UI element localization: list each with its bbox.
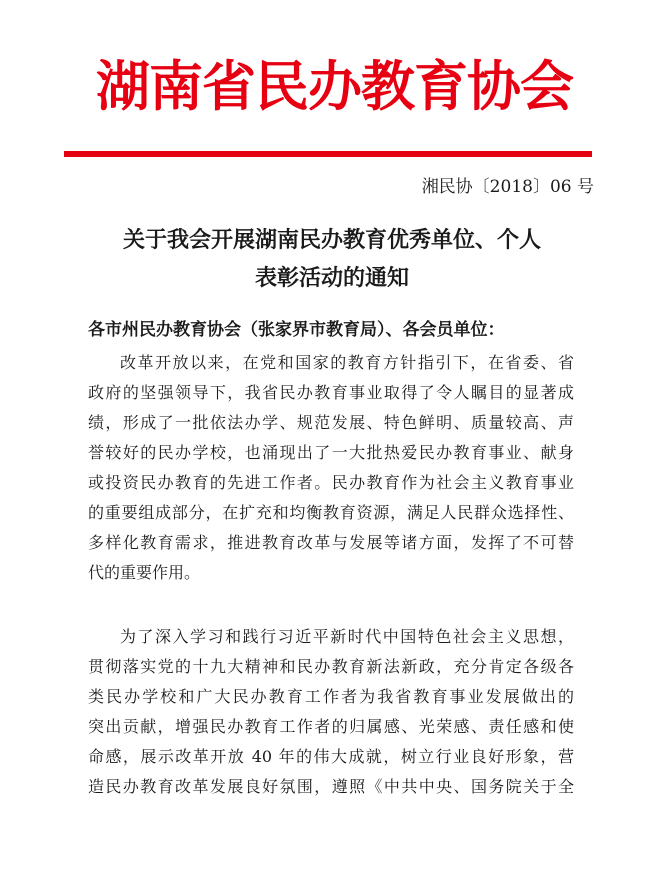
paragraph-line: 绩，形成了一批依法办学、规范发展、特色鲜明、质量较高、声 — [88, 413, 574, 432]
paragraph-line: 改革开放以来，在党和国家的教育方针指引下，在省委、省 — [120, 353, 574, 372]
paragraph-line: 贯彻落实党的十九大精神和民办教育新法新政，充分肯定各级各 — [88, 657, 574, 676]
paragraph-line: 为了深入学习和践行习近平新时代中国特色社会主义思想， — [120, 627, 574, 646]
paragraph-line: 命感，展示改革开放 40 年的伟大成就，树立行业良好形象，营 — [88, 747, 574, 766]
paragraph-line: 多样化教育需求，推进教育改革与发展等诸方面，发挥了不可替 — [88, 533, 574, 552]
document-title-line: 表彰活动的通知 — [254, 266, 409, 291]
document-title — [70, 222, 594, 298]
paragraph-line: 代的重要作用。 — [88, 563, 201, 582]
letterhead-title: 湖南省民办教育协会 — [96, 55, 573, 118]
paragraph-line: 突出贡献，增强民办教育工作者的归属感、光荣感、责任感和使 — [88, 717, 574, 736]
paragraph-line: 造民办教育改革发展良好氛围，遵照《中共中央、国务院关于全 — [88, 777, 574, 796]
salutation: 各市州民办教育协会（张家界市教育局）、各会员单位： — [88, 320, 505, 340]
paragraph-line: 誉较好的民办学校，也涌现出了一大批热爱民办教育事业、献身 — [88, 443, 574, 462]
body-paragraph — [88, 348, 574, 588]
paragraph-line: 政府的坚强领导下，我省民办教育事业取得了令人瞩目的显著成 — [88, 383, 574, 402]
document-number: 湘民协〔2018〕06 号 — [421, 177, 594, 197]
letterhead-red-rule — [64, 151, 592, 157]
paragraph-line: 的重要组成部分，在扩充和均衡教育资源，满足人民群众选择性、 — [88, 503, 574, 522]
paragraph-line: 或投资民办教育的先进工作者。民办教育作为社会主义教育事业 — [88, 473, 574, 492]
body-paragraph — [88, 622, 574, 802]
document-title-line: 关于我会开展湖南民办教育优秀单位、个人 — [122, 228, 541, 253]
paragraph-line: 类民办学校和广大民办教育工作者为我省教育事业发展做出的 — [88, 687, 574, 706]
